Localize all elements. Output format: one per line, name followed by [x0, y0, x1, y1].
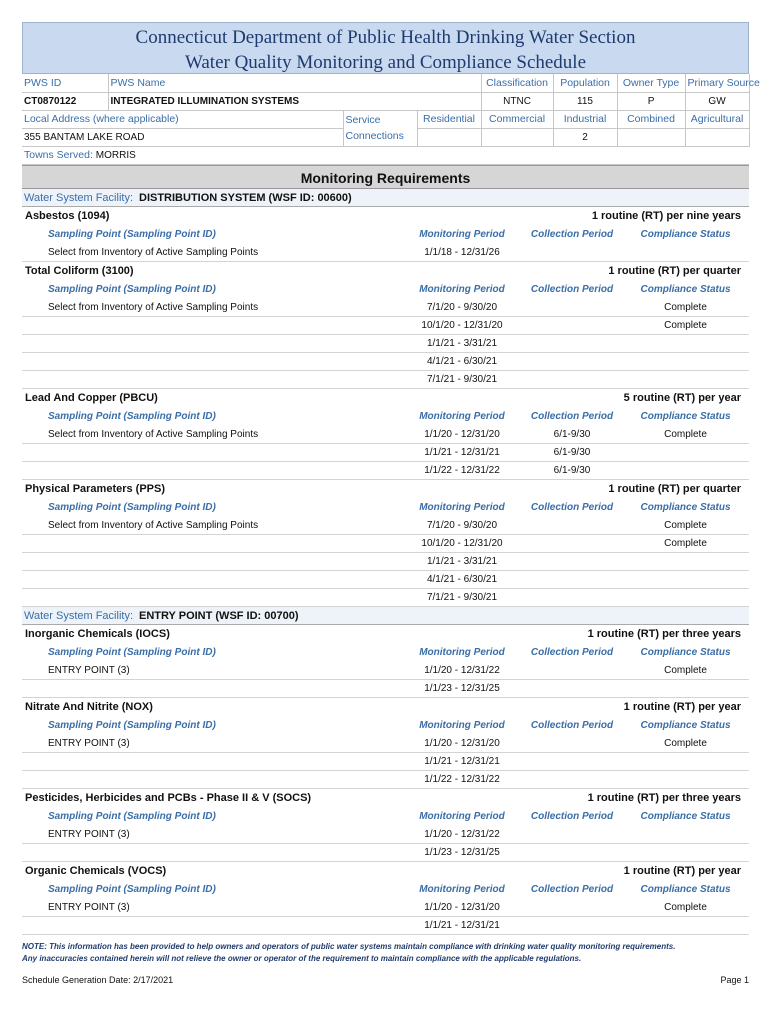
sampling-point: ENTRY POINT (3) [48, 664, 130, 676]
monitoring-period: 1/1/22 - 12/31/22 [424, 773, 500, 785]
collection-period [522, 244, 622, 261]
sampling-point [22, 444, 402, 461]
monitoring-period: 1/1/23 - 12/31/25 [424, 846, 500, 858]
pws-name-label: PWS Name [108, 74, 481, 92]
monitoring-period-header: Monitoring Period [419, 883, 505, 895]
compliance-status [622, 680, 749, 697]
primary-source-value: GW [685, 92, 749, 110]
sampling-point [22, 844, 402, 861]
monitoring-period: 1/1/23 - 12/31/25 [424, 682, 500, 694]
contaminant-name: Nitrate And Nitrite (NOX) [25, 700, 153, 713]
local-address-value: 355 BANTAM LAKE ROAD [22, 128, 343, 146]
monitoring-period: 1/1/21 - 3/31/21 [426, 555, 498, 567]
monitoring-period: 1/1/20 - 12/31/22 [424, 828, 500, 840]
title-line-1: Connecticut Department of Public Health Drinking Water Section [135, 27, 636, 48]
generation-date-label: Schedule Generation Date: [22, 974, 131, 985]
schedule-row [22, 899, 749, 917]
title-line-2: Water Quality Monitoring and Compliance Schedule [184, 52, 587, 73]
schedule-row [22, 462, 749, 480]
compliance-status-header: Compliance Status [640, 228, 731, 240]
collection-period-header: Collection Period [530, 228, 614, 240]
compliance-status [622, 371, 749, 388]
routine-requirement: 1 routine (RT) per quarter [608, 264, 741, 277]
contaminant-group-header [22, 389, 749, 408]
routine-requirement: 1 routine (RT) per nine years [591, 209, 741, 222]
local-address-label: Local Address (where applicable) [22, 110, 343, 128]
monitoring-period: 7/1/20 - 9/30/20 [426, 519, 498, 531]
sampling-point: Select from Inventory of Active Sampling Points [48, 428, 259, 440]
disclaimer-note [22, 941, 749, 965]
facility-header [22, 607, 749, 625]
schedule-row [22, 244, 749, 262]
collection-period [522, 571, 622, 588]
compliance-status-header: Compliance Status [640, 501, 731, 513]
routine-requirement: 1 routine (RT) per year [623, 864, 741, 877]
commercial-value [481, 128, 553, 146]
monitoring-period: 1/1/18 - 12/31/26 [424, 246, 500, 258]
page-number: Page 1 [720, 974, 749, 985]
collection-period [522, 735, 622, 752]
collection-period [522, 844, 622, 861]
schedule-row [22, 426, 749, 444]
compliance-status-header: Compliance Status [640, 646, 731, 658]
compliance-status-header: Compliance Status [640, 283, 731, 295]
column-subheader [22, 717, 749, 735]
collection-period [522, 662, 622, 679]
schedule-row [22, 517, 749, 535]
schedule-row [22, 553, 749, 571]
agricultural-label: Agricultural [685, 110, 749, 128]
contaminant-group-header [22, 789, 749, 808]
sampling-point-header: Sampling Point (Sampling Point ID) [48, 883, 216, 895]
collection-period [522, 553, 622, 570]
contaminant-name: Pesticides, Herbicides and PCBs - Phase II & V (SOCS) [25, 791, 312, 804]
collection-period: 6/1-9/30 [553, 428, 591, 440]
compliance-status: Complete [664, 737, 707, 749]
column-subheader [22, 644, 749, 662]
monitoring-period: 1/1/20 - 12/31/20 [424, 901, 500, 913]
compliance-status [622, 462, 749, 479]
residential-label: Residential [417, 110, 481, 128]
routine-requirement: 5 routine (RT) per year [623, 391, 741, 404]
monitoring-period: 7/1/20 - 9/30/20 [426, 301, 498, 313]
towns-served-label: Towns Served: [24, 149, 93, 161]
monitoring-period: 1/1/21 - 12/31/21 [424, 446, 500, 458]
sampling-point: Select from Inventory of Active Sampling Points [48, 301, 259, 313]
sampling-point [22, 535, 402, 552]
sampling-point [22, 462, 402, 479]
monitoring-period-header: Monitoring Period [419, 501, 505, 513]
routine-requirement: 1 routine (RT) per quarter [608, 482, 741, 495]
schedule-row [22, 680, 749, 698]
residential-value [417, 128, 481, 146]
routine-requirement: 1 routine (RT) per year [623, 700, 741, 713]
contaminant-name: Asbestos (1094) [25, 209, 110, 222]
collection-period: 6/1-9/30 [553, 446, 591, 458]
population-value: 115 [553, 92, 617, 110]
collection-period [522, 899, 622, 916]
routine-requirement: 1 routine (RT) per three years [587, 627, 741, 640]
compliance-status: Complete [664, 537, 707, 549]
compliance-status: Complete [664, 664, 707, 676]
collection-period [522, 317, 622, 334]
column-subheader [22, 226, 749, 244]
monitoring-period-header: Monitoring Period [419, 410, 505, 422]
pws-id-label: PWS ID [22, 74, 108, 92]
column-subheader [22, 281, 749, 299]
compliance-status [622, 589, 749, 606]
collection-period [522, 517, 622, 534]
monitoring-period: 1/1/21 - 12/31/21 [424, 919, 500, 931]
sampling-point [22, 771, 402, 788]
population-label: Population [553, 74, 617, 92]
monitoring-period: 1/1/20 - 12/31/20 [424, 428, 500, 440]
industrial-label: Industrial [553, 110, 617, 128]
sampling-point-header: Sampling Point (Sampling Point ID) [48, 283, 216, 295]
collection-period [522, 299, 622, 316]
agricultural-value [685, 128, 749, 146]
contaminant-group-header [22, 207, 749, 226]
compliance-status: Complete [664, 428, 707, 440]
sampling-point [22, 335, 402, 352]
compliance-status-header: Compliance Status [640, 810, 731, 822]
compliance-status [622, 844, 749, 861]
note-line-1: NOTE: This information has been provided to help owners and operators of public water systems maintain compliance with drinking water quality monitoring requirements. [22, 941, 676, 951]
schedule-row [22, 444, 749, 462]
compliance-status [622, 571, 749, 588]
classification-label: Classification [481, 74, 553, 92]
facility-name: DISTRIBUTION SYSTEM (WSF ID: 00600) [139, 191, 352, 204]
document-title [22, 22, 749, 74]
monitoring-period: 1/1/21 - 3/31/21 [426, 337, 498, 349]
schedule-row [22, 317, 749, 335]
routine-requirement: 1 routine (RT) per three years [587, 791, 741, 804]
monitoring-period: 4/1/21 - 6/30/21 [426, 573, 498, 585]
sampling-point: ENTRY POINT (3) [48, 901, 130, 913]
schedule-row [22, 917, 749, 935]
monitoring-period: 7/1/21 - 9/30/21 [426, 591, 498, 603]
sampling-point [22, 571, 402, 588]
contaminant-name: Physical Parameters (PPS) [25, 482, 166, 495]
schedule-row [22, 535, 749, 553]
facility-label: Water System Facility: [24, 191, 133, 204]
column-subheader [22, 808, 749, 826]
collection-period [522, 589, 622, 606]
monitoring-period-header: Monitoring Period [419, 283, 505, 295]
schedule-row [22, 771, 749, 789]
compliance-status-header: Compliance Status [640, 410, 731, 422]
sampling-point-header: Sampling Point (Sampling Point ID) [48, 410, 216, 422]
compliance-status [622, 826, 749, 843]
monitoring-period-header: Monitoring Period [419, 810, 505, 822]
compliance-status [622, 753, 749, 770]
collection-period: 6/1-9/30 [553, 464, 591, 476]
contaminant-name: Organic Chemicals (VOCS) [25, 864, 167, 877]
collection-period [522, 917, 622, 934]
schedule-row [22, 753, 749, 771]
schedule-page [22, 22, 760, 985]
compliance-status [622, 353, 749, 370]
collection-period [522, 771, 622, 788]
monitoring-period-header: Monitoring Period [419, 719, 505, 731]
column-subheader [22, 881, 749, 899]
towns-served [22, 146, 749, 164]
sampling-point-header: Sampling Point (Sampling Point ID) [48, 810, 216, 822]
compliance-status [622, 444, 749, 461]
combined-label: Combined [617, 110, 685, 128]
collection-period [522, 353, 622, 370]
schedule-row [22, 299, 749, 317]
collection-period-header: Collection Period [530, 410, 614, 422]
collection-period [522, 826, 622, 843]
compliance-status: Complete [664, 319, 707, 331]
sampling-point-header: Sampling Point (Sampling Point ID) [48, 646, 216, 658]
page-footer [22, 975, 749, 985]
monitoring-period: 1/1/20 - 12/31/22 [424, 664, 500, 676]
sampling-point: ENTRY POINT (3) [48, 737, 130, 749]
contaminant-group-header [22, 625, 749, 644]
service-connections-label [343, 110, 417, 146]
compliance-status: Complete [664, 301, 707, 313]
collection-period-header: Collection Period [530, 719, 614, 731]
industrial-value: 2 [553, 128, 617, 146]
column-subheader [22, 499, 749, 517]
sampling-point: Select from Inventory of Active Sampling Points [48, 519, 259, 531]
facilities-container [22, 189, 749, 935]
monitoring-period: 7/1/21 - 9/30/21 [426, 373, 498, 385]
collection-period-header: Collection Period [530, 810, 614, 822]
collection-period-header: Collection Period [530, 883, 614, 895]
contaminant-group-header [22, 480, 749, 499]
facility-label: Water System Facility: [24, 609, 133, 622]
sampling-point-header: Sampling Point (Sampling Point ID) [48, 228, 216, 240]
schedule-row [22, 662, 749, 680]
compliance-status [622, 553, 749, 570]
compliance-status-header: Compliance Status [640, 883, 731, 895]
collection-period-header: Collection Period [530, 283, 614, 295]
sampling-point: ENTRY POINT (3) [48, 828, 130, 840]
classification-value: NTNC [481, 92, 553, 110]
combined-value [617, 128, 685, 146]
collection-period [522, 753, 622, 770]
generation-date [22, 975, 173, 985]
contaminant-group-header [22, 862, 749, 881]
contaminant-group-header [22, 698, 749, 717]
sampling-point [22, 553, 402, 570]
schedule-row [22, 353, 749, 371]
contaminant-group-header [22, 262, 749, 281]
sampling-point: Select from Inventory of Active Sampling Points [48, 246, 259, 258]
collection-period-header: Collection Period [530, 646, 614, 658]
compliance-status: Complete [664, 901, 707, 913]
sampling-point [22, 753, 402, 770]
contaminant-name: Total Coliform (3100) [25, 264, 134, 277]
sampling-point [22, 353, 402, 370]
pws-name-value: INTEGRATED ILLUMINATION SYSTEMS [108, 92, 481, 110]
contaminant-name: Lead And Copper (PBCU) [25, 391, 158, 404]
collection-period [522, 335, 622, 352]
monitoring-period: 1/1/20 - 12/31/20 [424, 737, 500, 749]
compliance-status [622, 917, 749, 934]
monitoring-period: 1/1/21 - 12/31/21 [424, 755, 500, 767]
generation-date-value: 2/17/2021 [133, 974, 174, 985]
collection-period [522, 535, 622, 552]
sampling-point [22, 680, 402, 697]
sampling-point-header: Sampling Point (Sampling Point ID) [48, 501, 216, 513]
monitoring-period-header: Monitoring Period [419, 228, 505, 240]
compliance-status [622, 771, 749, 788]
commercial-label: Commercial [481, 110, 553, 128]
compliance-status [622, 244, 749, 261]
facility-header [22, 189, 749, 207]
collection-period [522, 680, 622, 697]
schedule-row [22, 371, 749, 389]
contaminant-name: Inorganic Chemicals (IOCS) [25, 627, 170, 640]
sampling-point [22, 917, 402, 934]
schedule-row [22, 589, 749, 607]
connections-label: Connections [345, 130, 404, 142]
sampling-point [22, 317, 402, 334]
column-subheader [22, 408, 749, 426]
monitoring-period-header: Monitoring Period [419, 646, 505, 658]
service-label: Service [345, 114, 381, 126]
schedule-row [22, 335, 749, 353]
towns-served-value: MORRIS [95, 150, 136, 161]
compliance-status-header: Compliance Status [640, 719, 731, 731]
monitoring-period: 10/1/20 - 12/31/20 [421, 537, 503, 549]
sampling-point-header: Sampling Point (Sampling Point ID) [48, 719, 216, 731]
monitoring-period: 1/1/22 - 12/31/22 [424, 464, 500, 476]
collection-period-header: Collection Period [530, 501, 614, 513]
compliance-status: Complete [664, 519, 707, 531]
collection-period [522, 371, 622, 388]
schedule-row [22, 735, 749, 753]
pws-id-value: CT0870122 [22, 92, 108, 110]
monitoring-period: 10/1/20 - 12/31/20 [421, 319, 503, 331]
monitoring-period: 4/1/21 - 6/30/21 [426, 355, 498, 367]
schedule-row [22, 844, 749, 862]
monitoring-requirements-title: Monitoring Requirements [22, 165, 749, 189]
schedule-row [22, 826, 749, 844]
owner-type-label: Owner Type [617, 74, 685, 92]
schedule-row [22, 571, 749, 589]
sampling-point [22, 371, 402, 388]
compliance-status [622, 335, 749, 352]
note-line-2: Any inaccuracies contained herein will not relieve the owner or operator of the requirement to maintain compliance with the applicable regulations. [22, 953, 582, 963]
sampling-point [22, 589, 402, 606]
system-info-table [22, 74, 760, 165]
facility-name: ENTRY POINT (WSF ID: 00700) [139, 609, 299, 622]
owner-type-value: P [617, 92, 685, 110]
primary-source-label: Primary Source [685, 74, 749, 92]
